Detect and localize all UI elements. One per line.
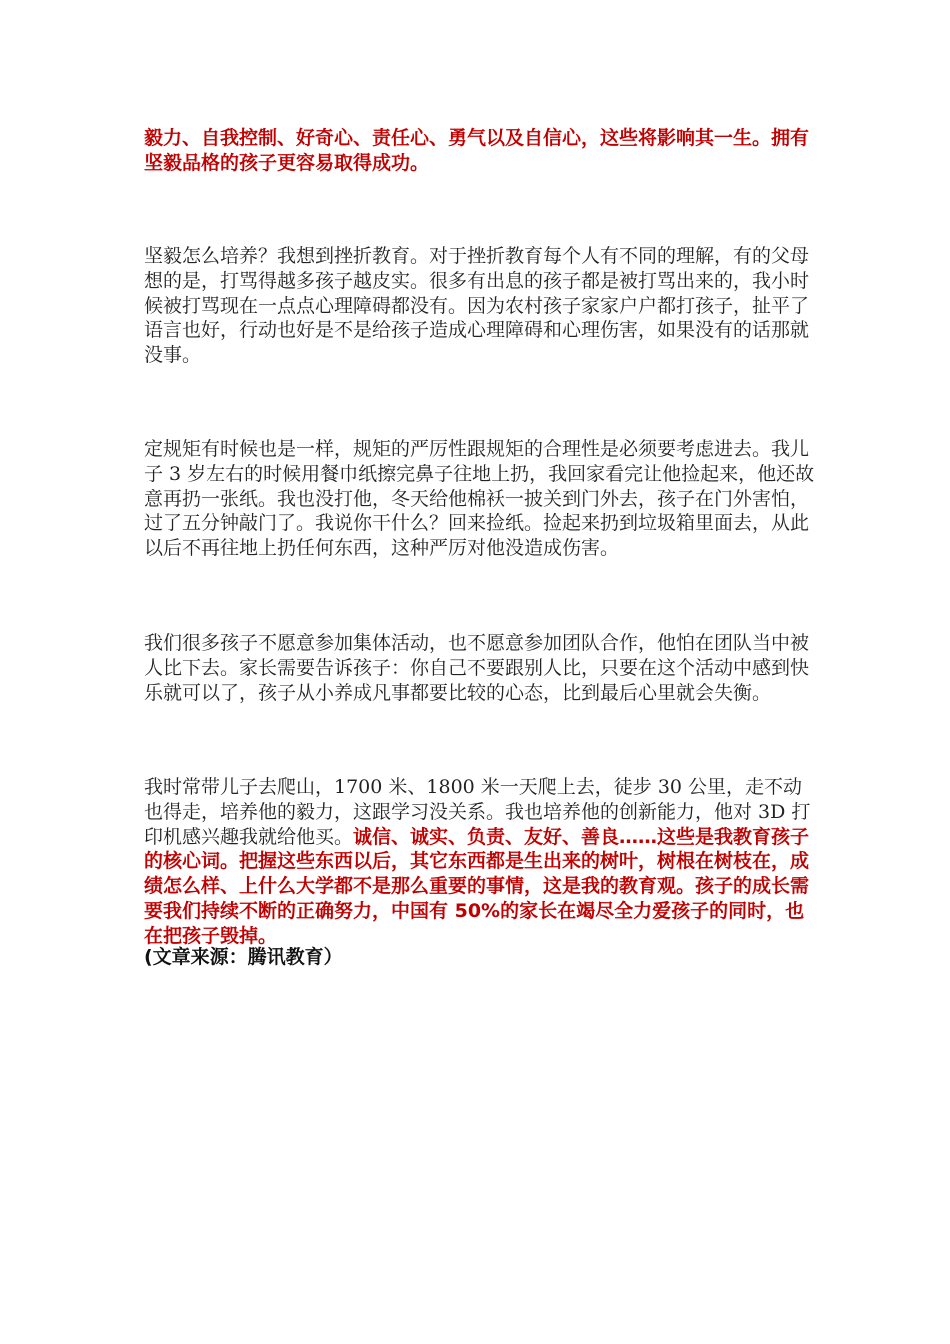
rules-paragraph: 定规矩有时候也是一样，规矩的严厉性跟规矩的合理性是必须要考虑进去。我儿子 3 岁左右的时候用餐巾纸擦完鼻子往地上扔，我回家看完让他捡起来，他还故意再扔一张纸。我也没打他，冬天给他棉袄一披关到门外去，孩子在门外害怕，过了五分钟敲门了。我说你干什么？回来捡纸。捡起来扔到垃圾箱里面去，从此以后不再往地上扔任何东西，这种严厉对他没造成伤害。 (144, 438, 815, 560)
team-activity-paragraph: 我们很多孩子不愿意参加集体活动，也不愿意参加团队合作，他怕在团队当中被人比下去。家长需要告诉孩子：你自己不要跟别人比，只要在这个活动中感到快乐就可以了，孩子从小养成凡事都要比较的心态，比到最后心里就会失衡。 (144, 632, 810, 704)
climbing-paragraph-text: 我时常带儿子去爬山，1700 米、1800 米一天爬上去，徒步 30 公里，走不动也得走，培养他的毅力，这跟学习没关系。我也培养他的创新能力，他对 3D 打印机感兴趣我就给他买。 (144, 776, 811, 848)
frustration-education-paragraph: 坚毅怎么培养？我想到挫折教育。对于挫折教育每个人有不同的理解，有的父母想的是，打骂得越多孩子越皮实。很多有出息的孩子都是被打骂出来的，我小时候被打骂现在一点点心理障碍都没有。因为农村孩子家家户户都打孩子，扯平了语言也好，行动也好是不是给孩子造成心理障碍和心理伤害，如果没有的话那就没事。 (144, 245, 810, 367)
intro-highlight-paragraph: 毅力、自我控制、好奇心、责任心、勇气以及自信心，这些将影响其一生。拥有坚毅品格的孩子更容易取得成功。 (144, 127, 810, 174)
article-source: (文章来源：腾讯教育） (144, 946, 343, 968)
climbing-paragraph (144, 775, 816, 949)
core-values-highlight: 诚信、诚实、负责、友好、善良……这些是我教育孩子的核心词。把握这些东西以后，其它东西都是生出来的树叶，树根在树枝在，成绩怎么样、上什么大学都不是那么重要的事情，这是我的教育观。孩子的成长需要我们持续不断的正确努力，中国有 50%的家长在竭尽全力爱孩子的同时，也在把孩子毁掉。 (144, 825, 810, 947)
